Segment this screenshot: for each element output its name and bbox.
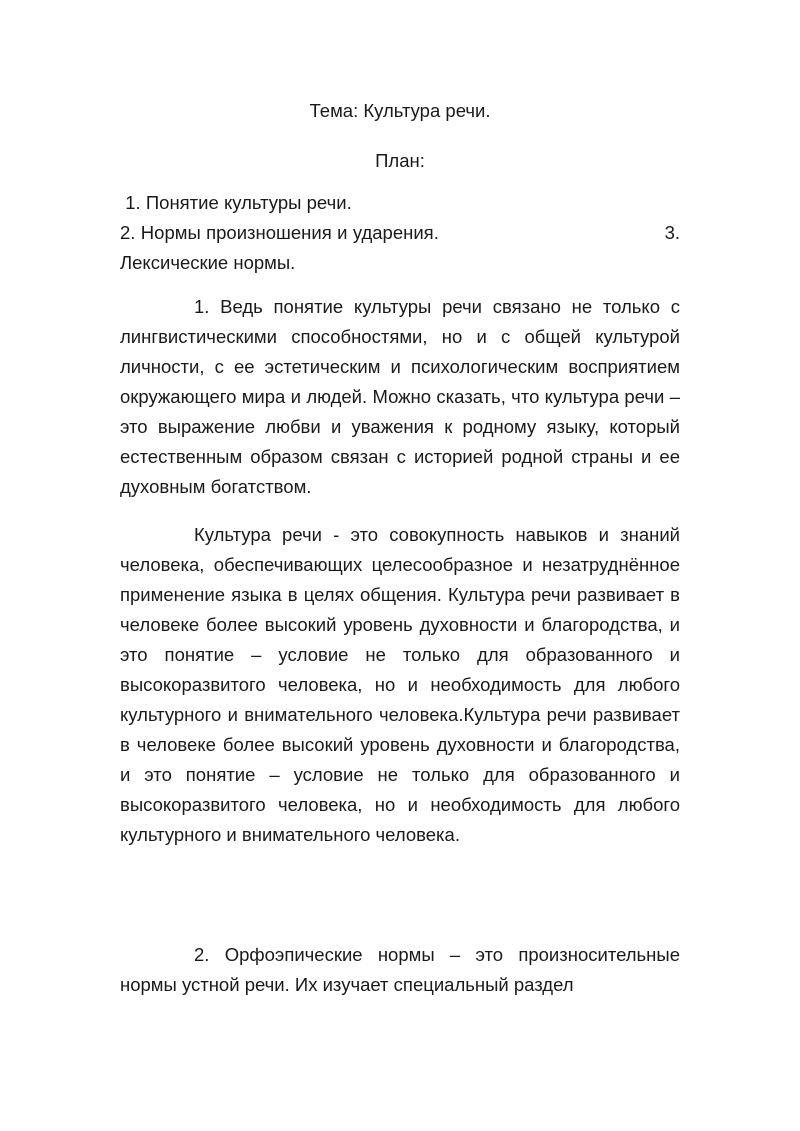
plan-list [120,188,680,278]
plan-heading: План: [375,150,425,171]
blank-space [120,868,680,940]
plan-item: 3. Лексические нормы. [120,222,680,273]
paragraph: 2. Орфоэпические нормы – это произносительные нормы устной речи. Их изучает специальный раздел [120,944,680,995]
document-title: Тема: Культура речи. [309,100,491,121]
paragraph: Культура речи - это совокупность навыков и знаний человека, обеспечивающих целесообразное и незатруднённое применение языка в целях общения. Культура речи развивает в человеке более высокий уровень духовности и благородства, и это понятие – условие не только для образованного и высокоразвитого человека, но и необходимость для любого культурного и внимательного человека.Культура речи развивает в человеке более высокий уровень духовности и благородства, и это понятие – условие не только для образованного и высокоразвитого человека, но и необходимость для любого культурного и внимательного человека. [120,524,680,845]
plan-item: 2. Нормы произношения и ударения. [120,222,439,243]
plan-item: 1. Понятие культуры речи. [125,192,352,213]
paragraph: 1. Ведь понятие культуры речи связано не только с лингвистическими способностями, но и с общей культурой личности, с ее эстетическим и психологическим восприятием окружающего мира и людей. Можно сказать, что культура речи – это выражение любви и уважения к родному языку, который естественным образом связан с историей родной страны и ее духовным богатством. [120,296,680,497]
document-body [120,96,680,1018]
